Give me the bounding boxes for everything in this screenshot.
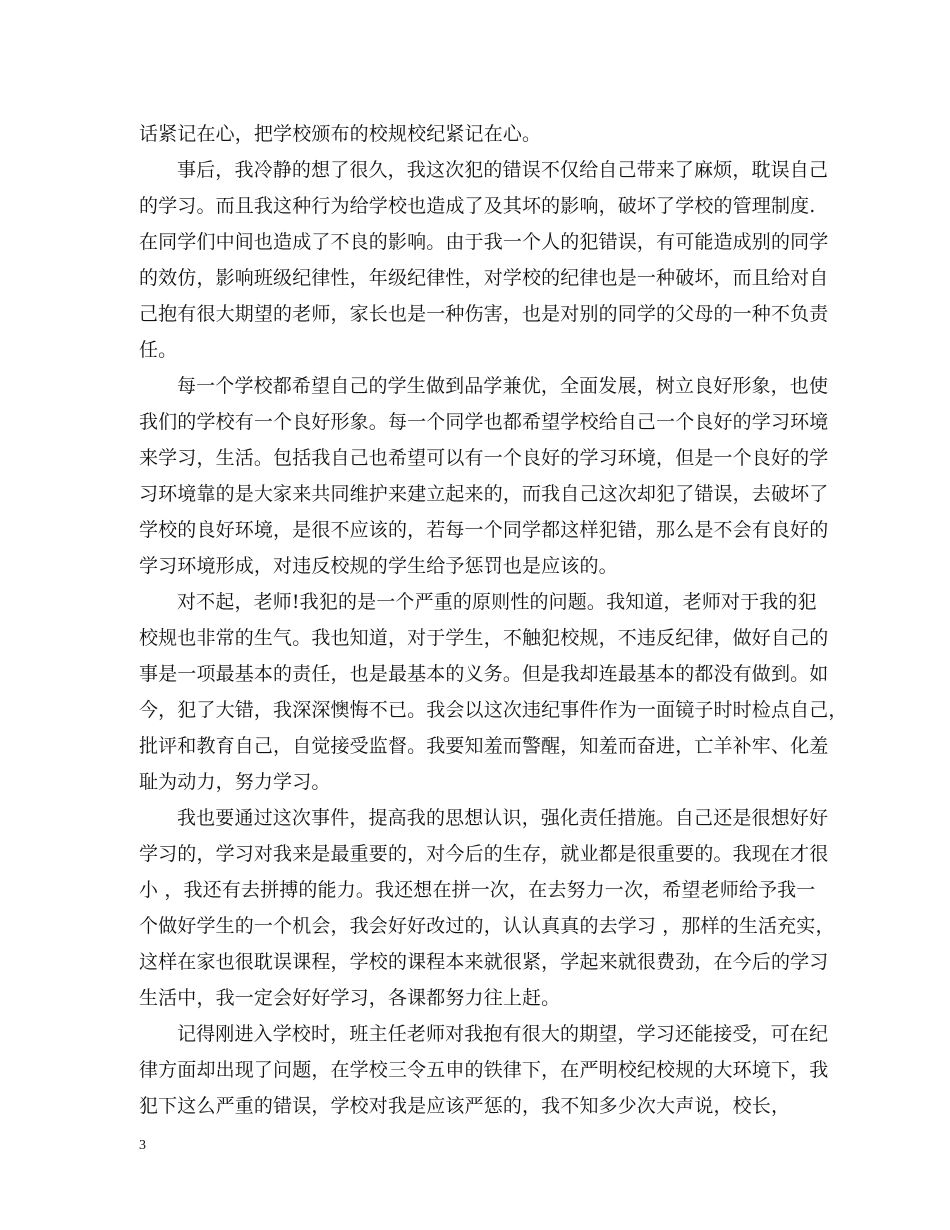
text-line: 习环境靠的是大家来共同维护来建立起来的，而我自己这次却犯了错误，去破坏了 [139, 483, 829, 505]
paragraph-first-line: 每一个学校都希望自己的学生做到品学兼优，全面发展，树立良好形象，也使 [177, 375, 829, 397]
text-line: 小 ，我还有去拼搏的能力。我还想在拼一次，在去努力一次，希望老师给予我一 [139, 879, 816, 901]
text-line: 这样在家也很耽误课程，学校的课程本来就很紧，学起来就很费劲，在今后的学习 [139, 951, 829, 973]
text-line: 事是一项最基本的责任，也是最基本的义务。但是我却连最基本的都没有做到。如 [139, 663, 829, 685]
text-line: 学校的良好环境，是很不应该的，若每一个同学都这样犯错，那么是不会有良好的 [139, 519, 829, 541]
text-line: 律方面却出现了问题，在学校三令五申的铁律下，在严明校纪校规的大环境下，我 [139, 1059, 829, 1081]
paragraph-first-line: 对不起，老师!我犯的是一个严重的原则性的问题。我知道，老师对于我的犯 [177, 591, 817, 613]
text-line: 学习环境形成，对违反校规的学生给予惩罚也是应该的。 [139, 555, 618, 577]
text-line: 任。 [139, 339, 178, 361]
text-line: 耻为动力，努力学习。 [139, 771, 331, 793]
document-body [139, 116, 848, 1124]
text-line: 今，犯了大错，我深深懊悔不已。我会以这次违纪事件作为一面镜子时时检点自己， [139, 699, 848, 721]
text-line: 生活中，我一定会好好学习，各课都努力往上赶。 [139, 987, 561, 1009]
paragraph-first-line: 我也要通过这次事件，提高我的思想认识，强化责任措施。自己还是很想好好 [177, 807, 829, 829]
text-line: 话紧记在心，把学校颁布的校规校纪紧记在心。 [139, 123, 542, 145]
text-line: 的学习。而且我这种行为给学校也造成了及其坏的影响，破坏了学校的管理制度. [139, 195, 816, 217]
text-line: 来学习，生活。包括我自己也希望可以有一个良好的学习环境，但是一个良好的学 [139, 447, 829, 469]
text-line: 个做好学生的一个机会，我会好好改过的，认认真真的去学习 ，那样的生活充实， [139, 915, 835, 937]
paragraph-first-line: 记得刚进入学校时，班主任老师对我抱有很大的期望，学习还能接受，可在纪 [177, 1023, 829, 1045]
text-line: 我们的学校有一个良好形象。每一个同学也都希望学校给自己一个良好的学习环境 [139, 411, 829, 433]
paragraph-first-line: 事后，我冷静的想了很久，我这次犯的错误不仅给自己带来了麻烦，耽误自己 [177, 159, 829, 181]
text-line: 在同学们中间也造成了不良的影响。由于我一个人的犯错误，有可能造成别的同学 [139, 231, 829, 253]
text-line: 己抱有很大期望的老师，家长也是一种伤害，也是对别的同学的父母的一种不负责 [139, 303, 829, 325]
text-line: 校规也非常的生气。我也知道，对于学生，不触犯校规，不违反纪律，做好自己的 [139, 627, 829, 649]
text-line: 犯下这么严重的错误，学校对我是应该严惩的，我不知多少次大声说，校长， [139, 1095, 791, 1117]
text-line: 的效仿，影响班级纪律性，年级纪律性，对学校的纪律也是一种破坏，而且给对自 [139, 267, 829, 289]
text-line: 学习的，学习对我来是最重要的，对今后的生存，就业都是很重要的。我现在才很 [139, 843, 829, 865]
text-line: 批评和教育自己，自觉接受监督。我要知羞而警醒，知羞而奋进，亡羊补牢、化羞 [139, 735, 829, 757]
page-number: 3 [139, 1138, 146, 1153]
